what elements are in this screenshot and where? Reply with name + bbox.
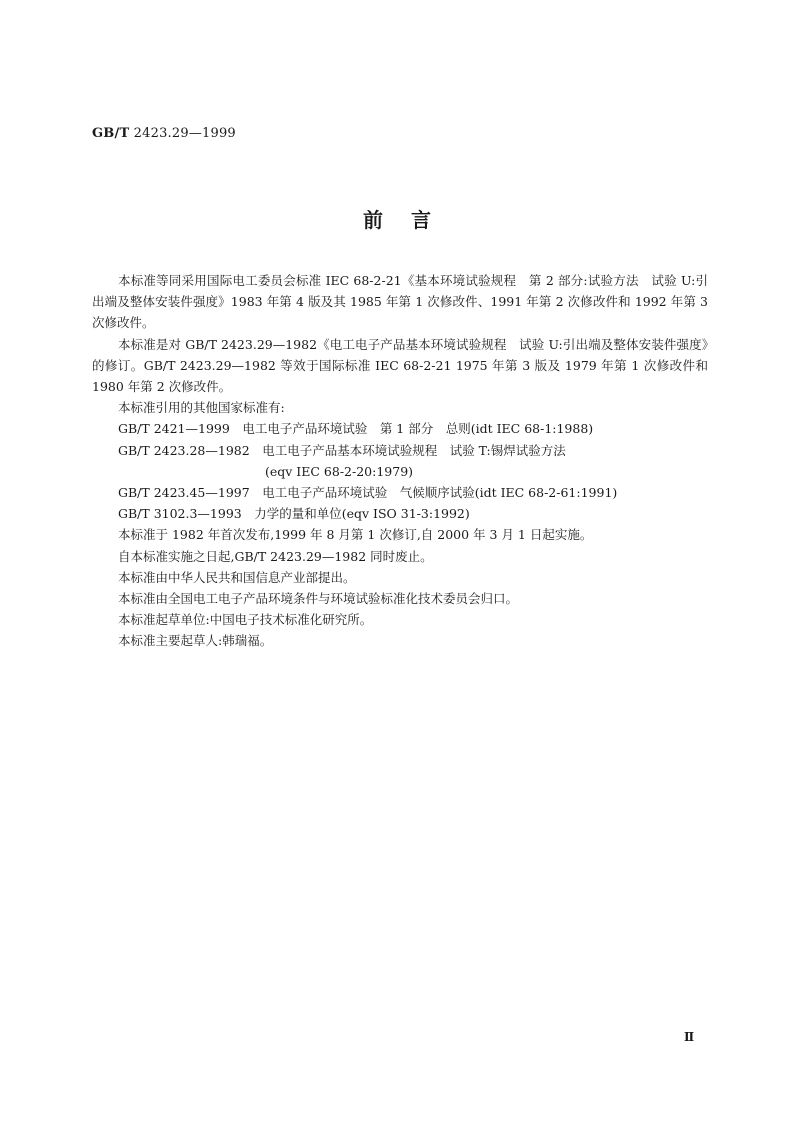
reference-item-continuation: (eqv IEC 68-2-20:1979) (265, 463, 414, 479)
reference-item: GB/T 2423.45—1997 电工电子产品环境试验 气候顺序试验(idt IEC 68-2-61:1991) (118, 485, 618, 501)
page-number: Ⅱ (684, 1030, 695, 1044)
closing-line: 本标准于 1982 年首次发布,1999 年 8 月第 1 次修订,自 2000 年 3 月 1 日起实施。 (118, 527, 593, 543)
closing-line: 自本标准实施之日起,GB/T 2423.29—1982 同时废止。 (118, 548, 433, 564)
reference-item: GB/T 3102.3—1993 力学的量和单位(eqv ISO 31-3:1992) (118, 506, 470, 522)
standard-prefix: GB/T (92, 126, 130, 141)
foreword-body (92, 270, 708, 652)
paragraph-references-intro: 本标准引用的其他国家标准有: (118, 400, 285, 416)
page-title: 前言 (363, 208, 459, 232)
reference-item: GB/T 2423.28—1982 电工电子产品基本环境试验规程 试验 T:锡焊试验方法 (118, 442, 566, 458)
closing-line: 本标准主要起草人:韩瑞福。 (118, 633, 273, 649)
standard-number-header (92, 126, 236, 141)
closing-line: 本标准由全国电工电子产品环境条件与环境试验标准化技术委员会归口。 (118, 591, 519, 607)
paragraph-revision: 本标准是对 GB/T 2423.29—1982《电工电子产品基本环境试验规程 试验 U:引出端及整体安装件强度》的修订。GB/T 2423.29—1982 等效于国际标准 IEC 68-2-21 1975 年第 3 版及 1979 年第 1 次修改件和 1980 年第 2 次修改件。 (92, 336, 708, 395)
closing-line: 本标准由中华人民共和国信息产业部提出。 (118, 569, 356, 585)
closing-line: 本标准起草单位:中国电子技术标准化研究所。 (118, 612, 373, 628)
paragraph-adoption: 本标准等同采用国际电工委员会标准 IEC 68-2-21《基本环境试验规程 第 2 部分:试验方法 试验 U:引出端及整体安装件强度》1983 年第 4 版及其 1985 年第 1 次修改件、1991 年第 2 次修改件和 1992 年第 3 次修改件。 (92, 273, 708, 331)
standard-number: 2423.29—1999 (133, 126, 236, 141)
reference-item: GB/T 2421—1999 电工电子产品环境试验 第 1 部分 总则(idt IEC 68-1:1988) (118, 421, 594, 437)
